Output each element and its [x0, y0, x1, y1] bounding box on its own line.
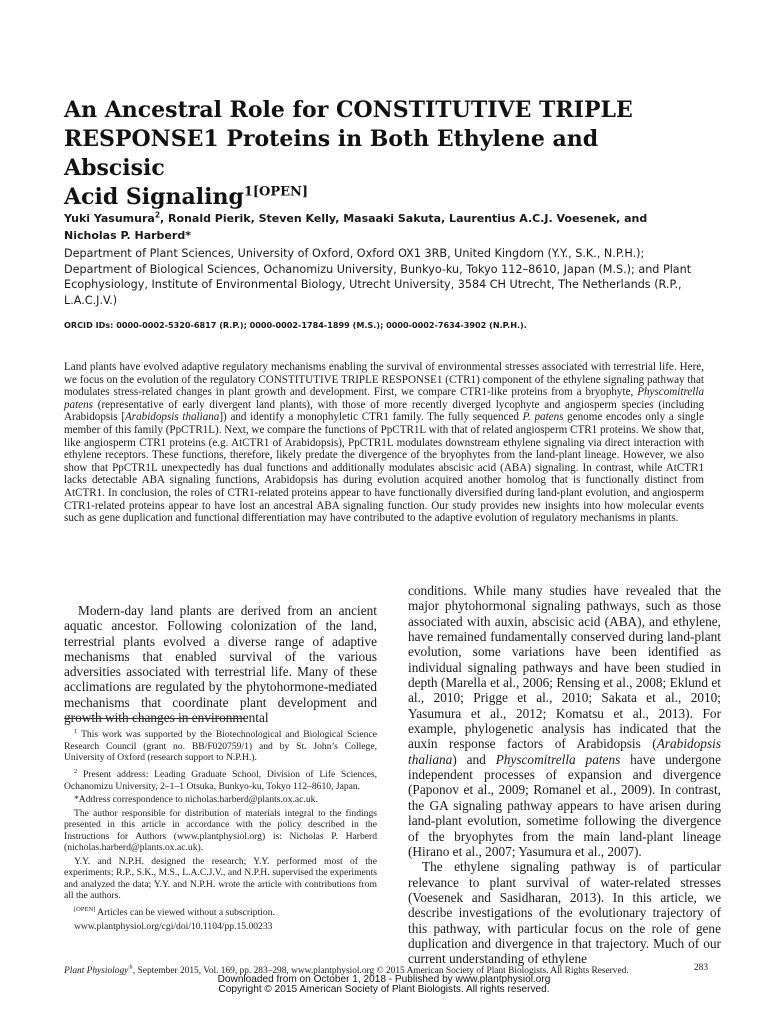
- abstract-italic-1: Physcomitrella patens: [64, 386, 704, 411]
- footnote-2-text: Present address: Leading Graduate School, Division of Life Sciences, Ochanomizu University, 2–1–1 Otsuka, Bunkyo-ku, Tokyo 112–8610, Japan.: [64, 769, 377, 792]
- journal-citation: , September 2015, Vol. 169, pp. 283–298, www.plantphysiol.org © 2015 American Society of Plant Biologists. All Rights Reserved.: [132, 966, 629, 977]
- author-first-marker: 2: [154, 210, 161, 220]
- author-first: Yuki Yasumura: [64, 212, 155, 225]
- orcid-ids: ORCID IDs: 0000-0002-5320-6817 (R.P.); 0000-0002-1784-1899 (M.S.); 0000-0002-7634-3902 (N.P.H.).: [64, 320, 527, 330]
- download-notice: Downloaded from on October 1, 2018 - Published by www.plantphysiol.org: [217, 974, 551, 985]
- footnote-1-marker: 1: [74, 728, 78, 735]
- body-left-column: [64, 603, 377, 725]
- body-right-column: [408, 583, 721, 967]
- right-p1-italic-1: Arabidopsis thaliana: [408, 736, 721, 767]
- author-list: [64, 210, 704, 244]
- right-p1-text-a: conditions. While many studies have revealed that the major phytohormonal signaling pathways, such as those associated with auxin, abscisic acid (ABA), and ethylene, have remained fundamentally conserved during land-plant evolution, some variations have been identified as individual signaling pathways and have been studied in depth (Marella et al., 2006; Rensing et al., 2008; Eklund et al., 2010; Prigge et al., 2010; Sakata et al., 2010; Yasumura et al., 2012; Komatsu et al., 2013). For example, phylogenetic analysis has indicated that the auxin response factors of Arabidopsis (: [408, 583, 721, 752]
- affiliations: Department of Plant Sciences, University of Oxford, Oxford OX1 3RB, United Kingdom (Y.Y., S.K., N.P.H.); Department of Biological Sciences, Ochanomizu University, Bunkyo-ku, Tokyo 112–8610, Japan (M.S.); and Plant Ecophysiology, Institute of Environmental Biology, Utrecht University, 3584 CH Utrecht, The Netherlands (R.P., L.A.C.J.V.): [64, 247, 692, 307]
- copyright-notice: Copyright © 2015 American Society of Plant Biologists. All rights reserved.: [218, 984, 550, 995]
- author-last: Nicholas P. Harberd*: [64, 229, 191, 242]
- title-line-3: Acid Signaling: [64, 184, 244, 210]
- footnote-open-text: Articles can be viewed without a subscription.: [95, 907, 275, 919]
- footnote-2: [64, 766, 377, 792]
- page-number: 283: [693, 963, 708, 973]
- right-p1-text-c: have undergone independent processes of expansion and divergence (Paponov et al., 2009; Romanel et al., 2009). In contrast, the GA signaling pathway appears to have arisen during land-plant evolution, sometime following the divergence of the bryophytes from the main land-plant lineage (Hirano et al., 2007; Yasumura et al., 2007).: [408, 751, 721, 859]
- abstract-text-1: Land plants have evolved adaptive regulatory mechanisms enabling the survival of environmental stresses associated with terrestrial life. Here, we focus on the evolution of the regulatory CONSTITUTIVE TRIPLE RESPONSE1 (CTR1) component of the ethylene signaling pathway that modulates stress-related changes in plant growth and development. First, we compare CTR1-like proteins from a bryophyte,: [64, 361, 704, 399]
- footnote-contributions: Y.Y. and N.P.H. designed the research; Y.Y. performed most of the experiments; R.P., S.K., M.S., L.A.C.J.V., and N.P.H. supervised the experiments and analyzed the data; Y.Y. and N.P.H. wrote the article with contributions from all the authors.: [64, 855, 377, 902]
- footnote-responsible-author: The author responsible for distribution of materials integral to the findings presented in this article in accordance with the policy described in the Instructions for Authors (www.plantphysiol.org) is: Nicholas P. Harberd (nicholas.harberd@plants.ox.ac.uk).: [64, 807, 377, 854]
- right-p1-italic-2: Physcomitrella patens: [495, 751, 621, 767]
- abstract-text-4: genome encodes only a single member of this family (PpCTR1L). Next, we compare the functions of PpCTR1L with that of related angiosperm CTR1 proteins. We show that, like angiosperm CTR1 proteins (e.g. AtCTR1 of Arabidopsis), PpCTR1L modulates downstream ethylene signaling via direct interaction with ethylene receptors. These functions, therefore, likely predate the divergence of the bryophytes from the land-plant lineage. However, we also show that PpCTR1L unexpectedly has dual functions and additionally modulates abscisic acid (ABA) signaling. In contrast, while AtCTR1 lacks detectable ABA signaling functions, Arabidopsis has during evolution acquired another homolog that is functionally distinct from AtCTR1. In conclusion, the roles of CTR1-related proteins appear to have functionally diversified during land-plant evolution, and angiosperm CTR1-related proteins appear to have lost an ancestral ABA signaling function. Our study provides new insights into how molecular events such as gene duplication and functional differentiation may have contributed to the adaptive evolution of regulatory mechanisms in plants.: [64, 411, 704, 525]
- footnote-1-text: This work was supported by the Biotechnological and Biological Science Research Council (grant no. BB/F020759/1) and by St. John’s College, University of Oxford (research support to N.P.H.).: [64, 729, 377, 764]
- footnote-open-access: [64, 904, 377, 919]
- footnote-open-marker: [OPEN]: [74, 906, 96, 914]
- footnote-2-marker: 2: [74, 767, 78, 775]
- footnote-correspondence: *Address correspondence to nicholas.harberd@plants.ox.ac.uk.: [74, 794, 318, 806]
- footnote-1: [64, 726, 377, 764]
- right-p1-text-b: ) and: [452, 751, 496, 767]
- footnote-doi: www.plantphysiol.org/cgi/doi/10.1104/pp.15.00233: [74, 920, 273, 932]
- registered-mark: ®: [128, 965, 133, 971]
- title-line-2: RESPONSE1 Proteins in Both Ethylene and Abscisic: [64, 126, 599, 181]
- author-list-rest: , Ronald Pierik, Steven Kelly, Masaaki Sakuta, Laurentius A.C.J. Voesenek, and: [160, 212, 648, 225]
- footnote-rule: [64, 718, 244, 719]
- abstract-italic-2: Arabidopsis thaliana: [125, 411, 220, 424]
- footnotes: [64, 726, 377, 934]
- right-paragraph-2: The ethylene signaling pathway is of particular relevance to plant survival of water-related stresses (Voesenek and Sasidharan, 2013). In this article, we describe investigations of the evolutionary trajectory of this pathway, with particular focus on the role of gene duplication and divergence in that trajectory. Much of our current understanding of ethylene: [408, 859, 721, 967]
- intro-paragraph: Modern-day land plants are derived from an ancient aquatic ancestor. Following colonization of the land, terrestrial plants evolved a diverse range of adaptive mechanisms that enabled survival of the various adversities associated with terrestrial life. Many of these acclimations are regulated by the phytohormone-mediated mechanisms that coordinate plant development and growth with changes in environmental: [64, 603, 377, 725]
- right-paragraph-1: [408, 583, 721, 859]
- abstract-text-2: (representative of early divergent land plants), with those of more recently diverged lycophyte and angiosperm species (including Arabidopsis [: [64, 398, 704, 424]
- journal-name: Plant Physiology: [64, 966, 129, 977]
- title-footnote-marker: 1[OPEN]: [243, 184, 309, 200]
- abstract-italic-3: P. patens: [522, 411, 564, 424]
- abstract-text-3: ]) and identify a monophyletic CTR1 family. The fully sequenced: [219, 411, 523, 424]
- abstract: [64, 361, 704, 525]
- article-title: [64, 96, 704, 212]
- title-line-1: An Ancestral Role for CONSTITUTIVE TRIPLE: [64, 97, 633, 123]
